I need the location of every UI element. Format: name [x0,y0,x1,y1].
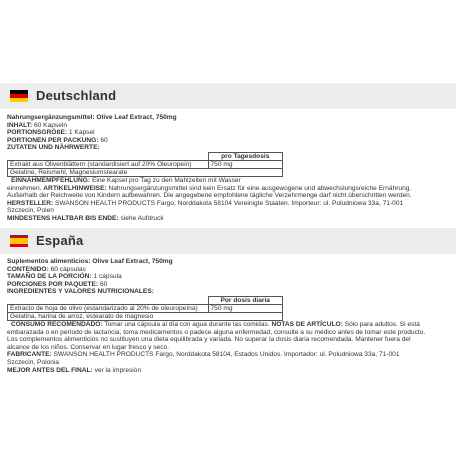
table-row-value: 750 mg [208,160,283,168]
directions-label: CONSUMO RECOMENDADO: [11,320,103,328]
table-header: pro Tagesdosis [208,152,283,160]
servings-per-pack-value: 60 [99,280,108,288]
notes-label: NOTAS DE ARTÍCULO: [271,320,343,328]
manufacturer-label: FABRICANTE: [7,351,52,359]
best-before-label: MINDESTENS HALTBAR BIS ENDE: [7,214,119,222]
content-value: 60 cápsulas [50,265,86,273]
directions-label: EINNAHMEMPFEHLUNG: [11,176,91,184]
manufacturer-text-cont: Szczecin, Polonia [7,358,60,366]
table-row-value: 750 mg [208,304,283,312]
table-footer: Gelatina, harina de arroz, estearato de magnesio [8,312,283,320]
servings-per-pack-value: 60 [100,136,108,144]
section-title: España [36,233,84,248]
content-label: CONTENIDO: [7,265,49,273]
supplement-table [7,152,283,177]
section-title: Deutschland [36,88,117,103]
section-header-spain [0,228,456,254]
ingredients-label: ZUTATEN UND NÄHRWERTE: [7,144,100,152]
table-header: Por dosis diaria [208,296,283,304]
notes-text: Nahrungsergänzungsmittel sind kein Ersatz für eine ausgewogene und abwechslungsreiche Ernährung. [106,184,412,192]
table-row-label: Extrakt aus Olivenblättern (standardisiert auf 20% Oleuropein) [8,160,209,168]
serving-size-value: 1 Kapsel [68,129,95,137]
manufacturer-text-cont: Szczecin, Polen [7,207,54,215]
german-label-text [7,114,449,223]
directions-text-cont: einnehmen. [7,184,44,192]
servings-per-pack-label: PORTIONEN PER PACKUNG: [7,136,99,144]
notes-text-cont: embarazada o en período de lactancia, toma medicamentos o padece alguna enfermedad, consulte a su médico antes de tomar este producto. [7,328,426,336]
manufacturer-text: SWANSON HEALTH PRODUCTS Fargo, Norddakota 58104, Estados Unidos. Importador: ul. Poludniowa 33a, 71-001 [51,351,400,359]
supplement-table [7,296,283,321]
servings-per-pack-label: PORCIONES POR PAQUETE: [7,280,99,288]
spanish-label-text [7,258,449,374]
notes-text-cont: Los complementos alimenticios no sustituyen una dieta equilibrada y variada. No superar la dosis diaria recomendada. Mantener fuera del [7,336,411,344]
product-label: Nahrungsergänzungsmittel: [7,114,95,121]
section-header-germany [0,83,456,109]
directions-text: Tomar una cápsula al día con agua durante las comidas. [102,320,272,328]
product-value: Olive Leaf Extract, 750mg [96,114,177,121]
german-flag-icon [10,90,28,102]
best-before-label: MEJOR ANTES DEL FINAL: [7,366,93,374]
ingredients-label: INGREDIENTES Y VALORES NUTRICIONALES: [7,288,154,296]
notes-text-cont: alcance de los niños. Conservar en lugar fresco y seco. [7,343,169,351]
manufacturer-label: HERSTELLER: [7,199,54,207]
serving-size-value: 1 cápsula [93,273,122,281]
product-label: Suplementos alimenticios: [7,258,91,265]
serving-size-label: TAMAÑO DE LA PORCIÓN: [7,273,92,281]
table-footer: Gelatine, Reismehl, Magnesiumstearate [8,168,283,176]
notes-text-cont: Außerhalb der Reichweite von Kindern aufbewahren. Die angegebene empfohlene tägliche Verzehrmenge darf nicht überschritten werden. [7,192,412,200]
manufacturer-text: SWANSON HEALTH PRODUCTS Fargo, Norddakota 58104 Vereinigte Staaten. Importeur: ul. Poludniowa 33a, 71-001 [53,199,404,207]
content-value: 60 Kapseln [34,121,67,129]
notes-text: Sólo para adultos. Si está [342,320,420,328]
content-label: INHALT: [7,121,33,129]
spanish-flag-icon [10,235,28,247]
notes-label: ARTIKELHINWEISE: [43,184,107,192]
product-value: Olive Leaf Extract, 750mg [92,258,173,265]
serving-size-label: PORTIONSGRÖßE: [7,129,68,137]
best-before-text: ver la impresión [92,366,142,374]
directions-text: Eine Kapsel pro Tag zu den Mahlzeiten mit Wasser [90,176,241,184]
table-row-label: Extracto de hoja de olivo (estandarizado al 20% de oleuropeína) [8,304,209,312]
best-before-text: siehe Aufdruck [118,214,164,222]
